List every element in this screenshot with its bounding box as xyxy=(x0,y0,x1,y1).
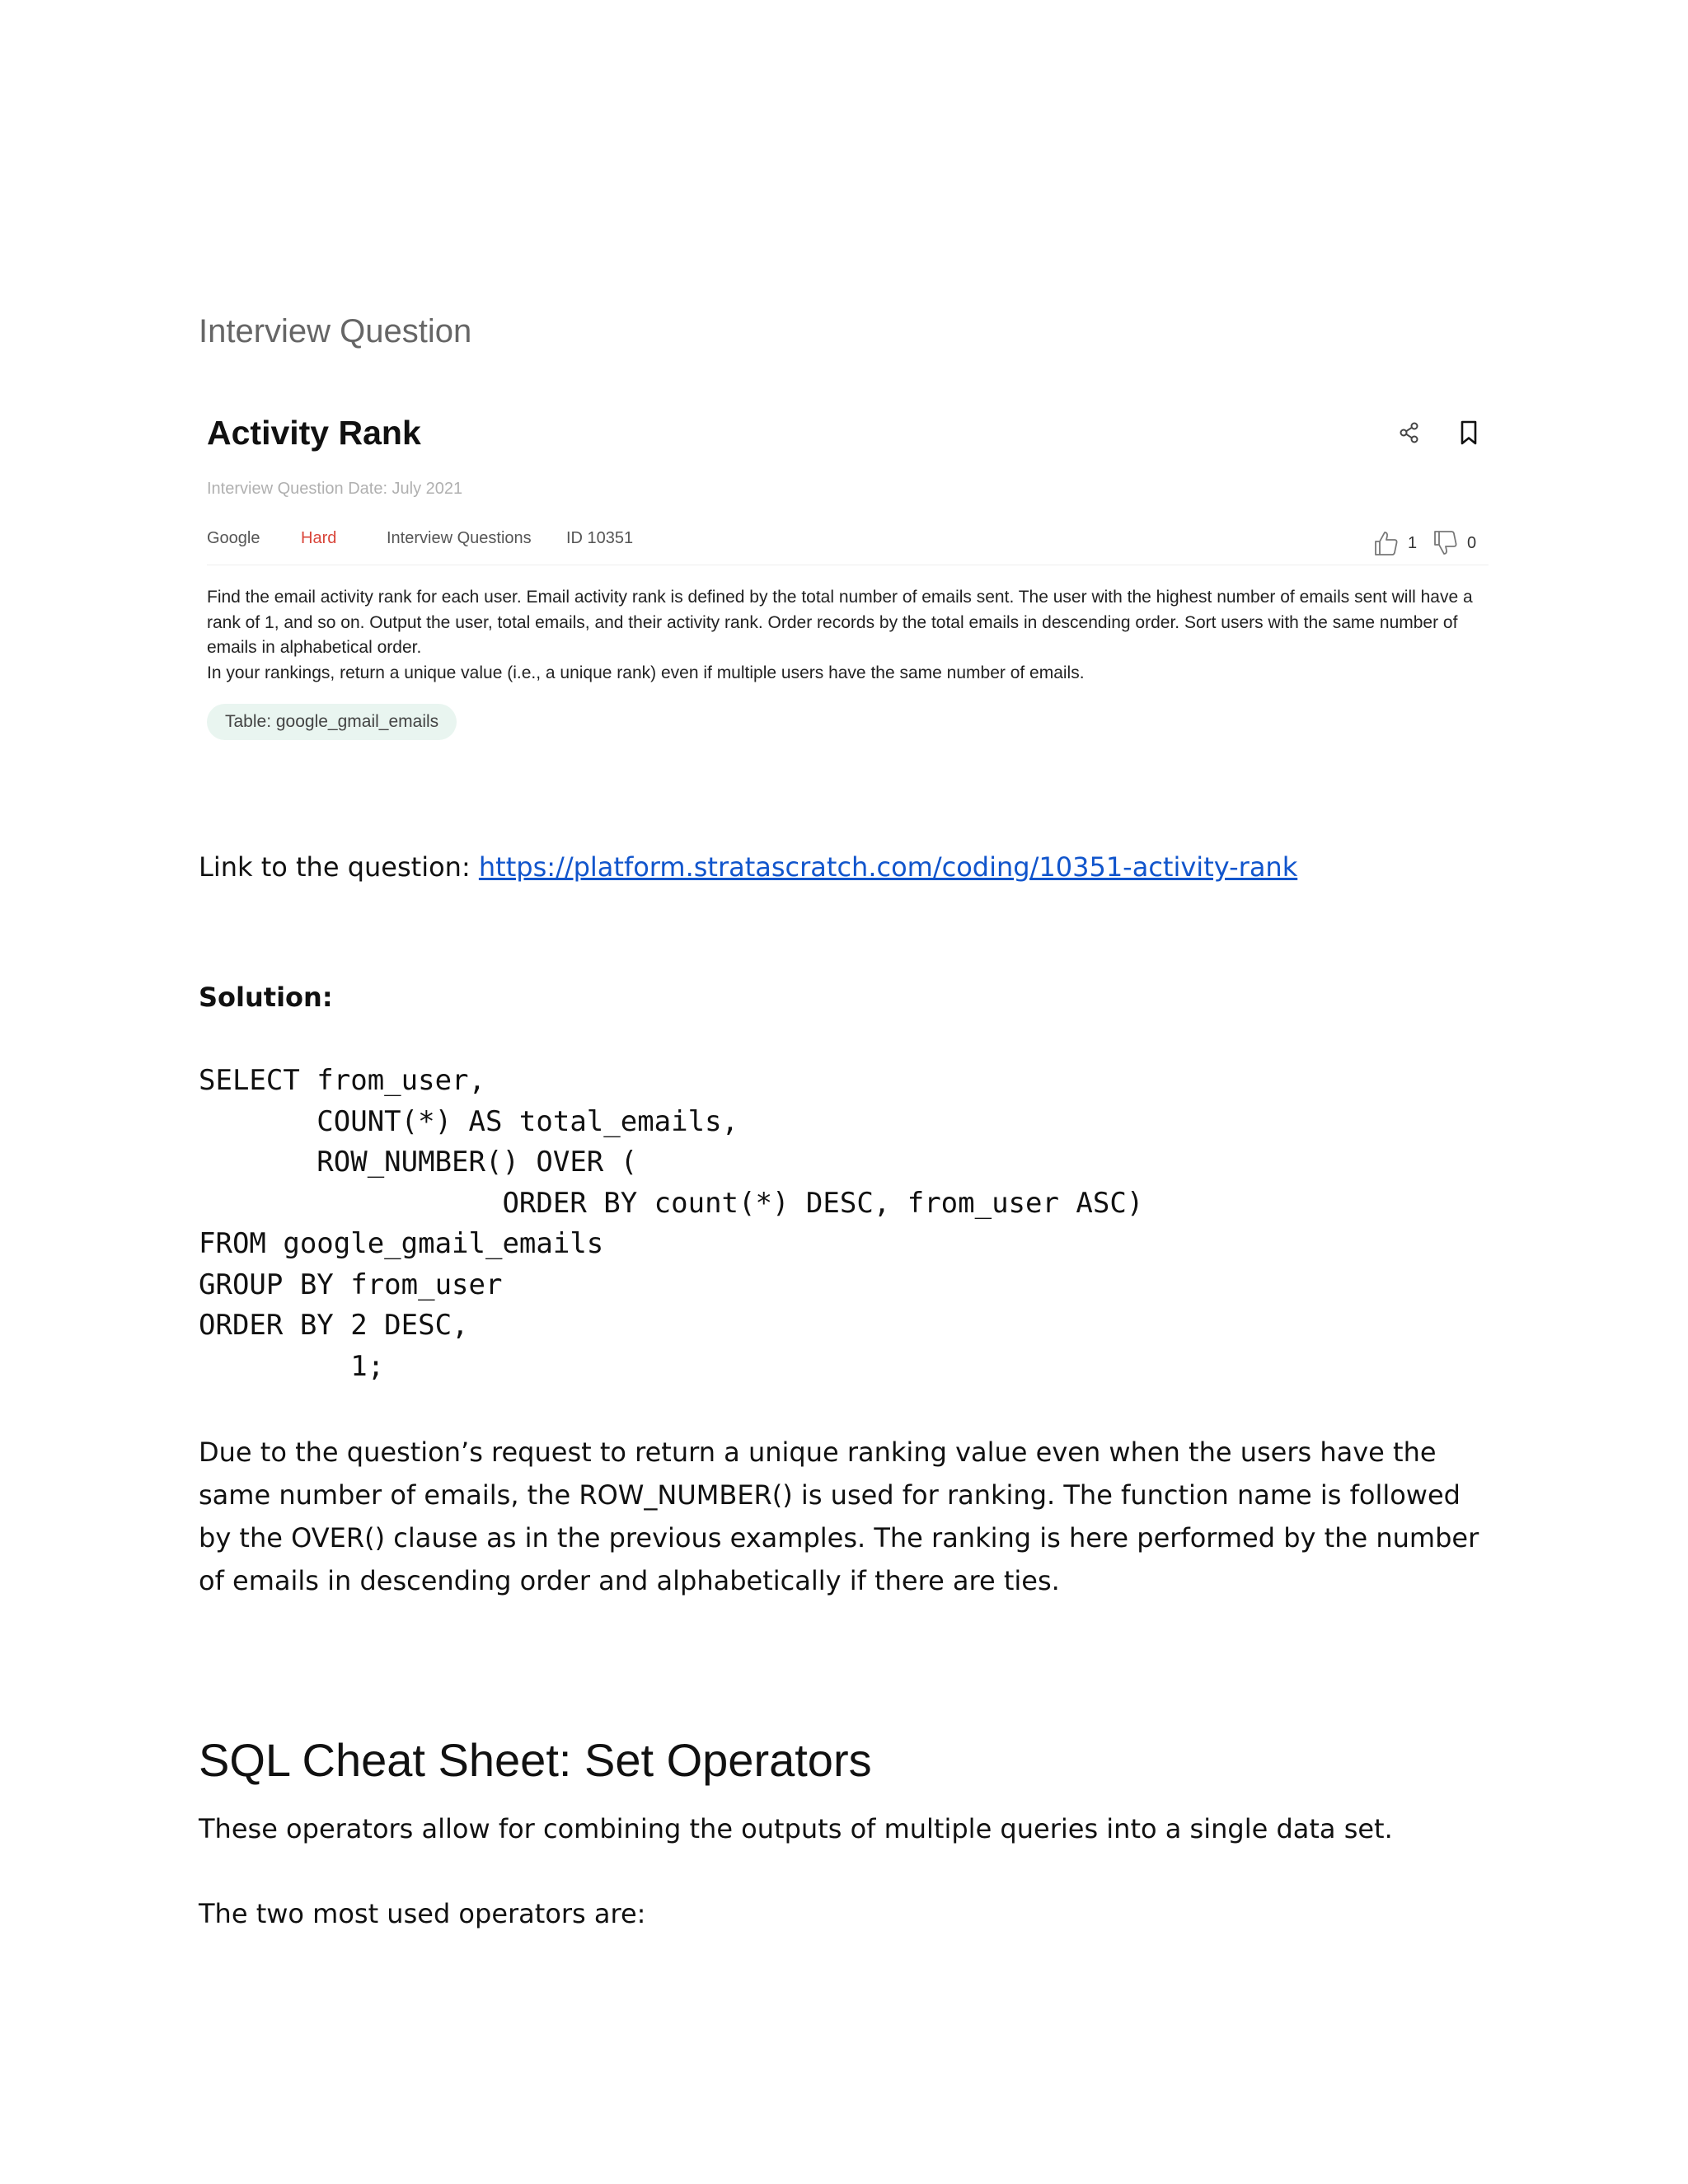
downvote-count: 0 xyxy=(1467,534,1477,552)
bookmark-button[interactable] xyxy=(1454,418,1484,448)
table-tag[interactable]: Table: google_gmail_emails xyxy=(207,704,457,740)
description-paragraph: In your rankings, return a unique value (i.e., a unique rank) even if multiple users have the same number of emails. xyxy=(207,663,1085,682)
share-button[interactable] xyxy=(1395,418,1424,448)
cheat-sheet-heading: SQL Cheat Sheet: Set Operators xyxy=(199,1734,872,1786)
question-link-row xyxy=(199,851,1297,883)
solution-label: Solution: xyxy=(199,982,333,1013)
vote-controls xyxy=(1373,529,1489,559)
question-meta xyxy=(207,529,1489,559)
difficulty-tag[interactable]: Hard xyxy=(301,529,337,547)
question-description xyxy=(207,585,1493,686)
bookmark-icon xyxy=(1454,418,1484,448)
cheat-sheet-intro: These operators allow for combining the outputs of multiple queries into a single data set. xyxy=(199,1813,1393,1844)
question-link[interactable]: https://platform.stratascratch.com/coding/10351-activity-rank xyxy=(478,851,1298,883)
description-paragraph: Find the email activity rank for each user. Email activity rank is defined by the total number of emails sent. The user with the highest number of emails sent will have a rank of 1, and so on. Output the user, total emails, and their activity rank. Order records by the total emails in descending order. Sort users with the same number of emails in alphabetical order. xyxy=(207,588,1473,657)
thumbs-down-icon xyxy=(1432,529,1459,557)
section-heading: Interview Question xyxy=(199,313,472,349)
question-date: Interview Question Date: July 2021 xyxy=(207,480,463,498)
question-title: Activity Rank xyxy=(207,414,421,452)
thumbs-up-icon xyxy=(1373,529,1400,557)
question-id: ID 10351 xyxy=(566,529,634,547)
share-icon xyxy=(1395,418,1424,448)
upvote-count: 1 xyxy=(1408,534,1418,552)
sql-code-block: SELECT from_user, COUNT(*) AS total_emails, ROW_NUMBER() OVER ( ORDER BY count(*) DESC, from_user ASC) FROM google_gmail_emails GROUP BY from_user ORDER BY 2 DESC, 1; xyxy=(199,1064,1144,1383)
cheat-sheet-note: The two most used operators are: xyxy=(199,1898,646,1929)
question-card xyxy=(199,396,1493,758)
link-prefix: Link to the question: xyxy=(199,851,479,883)
company-tag[interactable]: Google xyxy=(207,529,260,547)
downvote-button[interactable] xyxy=(1432,529,1459,557)
category-tag[interactable]: Interview Questions xyxy=(387,529,532,547)
upvote-button[interactable] xyxy=(1373,529,1400,557)
solution-explanation: Due to the question’s request to return a unique ranking value even when the users have the same number of emails, the ROW_NUMBER() is used for ranking. The function name is followed by the OVER() clause as in the previous examples. The ranking is here performed by the number of emails in descending order and alphabetically if there are ties. xyxy=(199,1436,1479,1596)
